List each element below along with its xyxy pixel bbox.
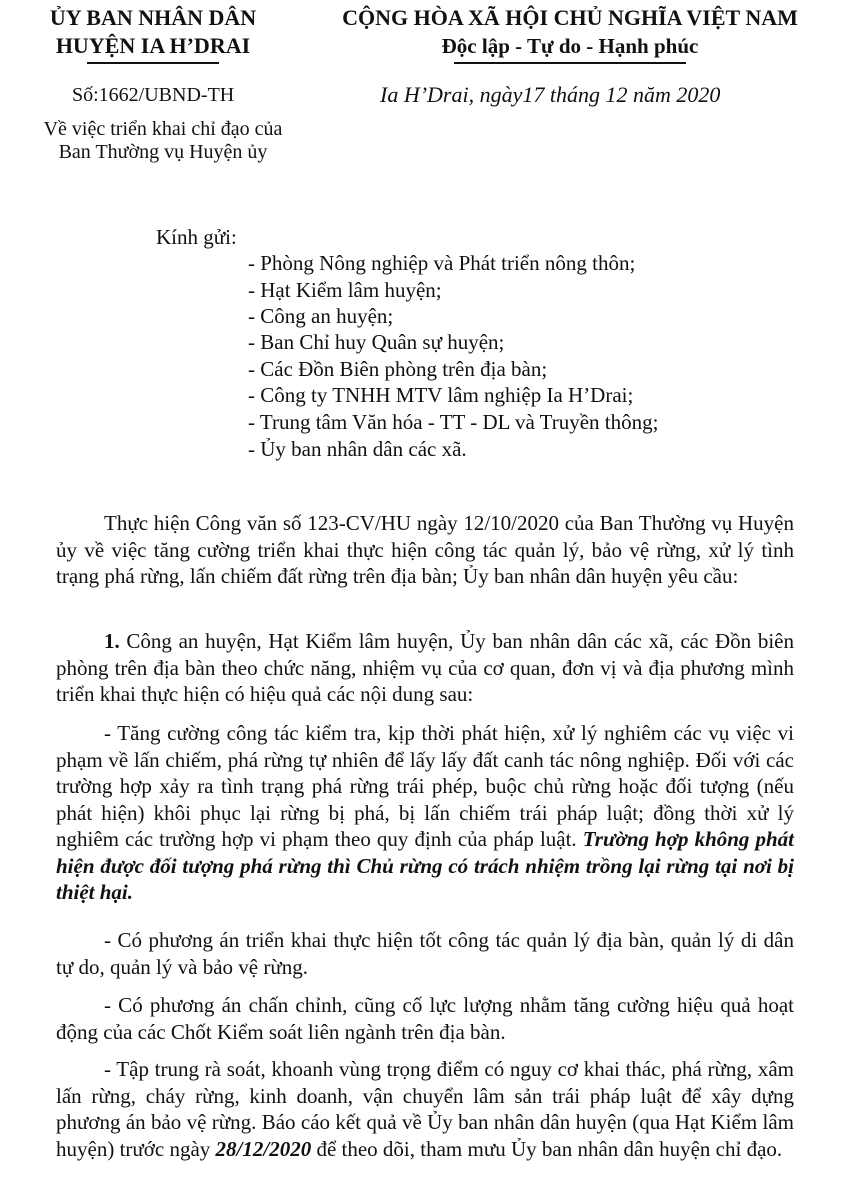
deadline-date: 28/12/2020 — [215, 1136, 312, 1161]
bullet-4-paragraph — [56, 1056, 794, 1162]
bullet-1-text: - Tăng cường công tác kiểm tra, kịp thời phát hiện, xử lý nghiêm các vụ việc vi phạm về lấn chiếm, phá rừng tự nhiên để lấy lấy đất canh tác nông nghiệp. Đối với các trường hợp xảy ra tình trạng phá rừng trái phép, buộc chủ rừng hoặc đối tượng (nếu phát hiện) khôi phục lại rừng bị phá, bị lấn chiếm trái pháp luật; đồng thời xử lý nghiêm các trường hợp vi phạm theo quy định của pháp luật. — [56, 721, 794, 851]
recipient-item: - Ban Chỉ huy Quân sự huyện; — [248, 330, 505, 354]
motto: Độc lập - Tự do - Hạnh phúc — [441, 34, 699, 58]
item-1-text: Công an huyện, Hạt Kiểm lâm huyện, Ủy ban nhân dân các xã, các Đồn biên phòng trên địa bàn theo chức năng, nhiệm vụ của cơ quan, đơn vị và địa phương mình triển khai thực hiện có hiệu quả các nội dung sau: — [56, 629, 794, 706]
recipient-item: - Các Đồn Biên phòng trên địa bàn; — [248, 357, 548, 381]
bullet-1-emphasis: Trường hợp không phát hiện được đối tượng phá rừng thì Chủ rừng có trách nhiệm trồng lại rừng tại nơi bị thiệt hại. — [56, 827, 794, 904]
motto-underline — [454, 62, 686, 64]
country-name: CỘNG HÒA XÃ HỘI CHỦ NGHĨA VIỆT NAM — [342, 5, 798, 30]
bullet-4-text-end: để theo dõi, tham mưu Ủy ban nhân dân huyện chỉ đạo. — [311, 1136, 783, 1161]
recipient-item: - Ủy ban nhân dân các xã. — [248, 437, 467, 461]
intro-paragraph: Thực hiện Công văn số 123-CV/HU ngày 12/10/2020 của Ban Thường vụ Huyện ủy về việc tăng cường triển khai thực hiện công tác quản lý, bảo vệ rừng, xử lý tình trạng phá rừng, lấn chiếm đất rừng trên địa bàn; Ủy ban nhân dân huyện yêu cầu: — [56, 511, 794, 588]
national-motto-block — [300, 4, 840, 64]
subject-line-1: Về việc triển khai chỉ đạo của — [43, 118, 283, 140]
agency-underline — [87, 62, 219, 64]
greeting: Kính gửi: — [156, 225, 237, 249]
issuing-agency-block — [28, 4, 278, 64]
bullet-3-paragraph: - Có phương án chấn chỉnh, cũng cố lực lượng nhằm tăng cường hiệu quả hoạt động của các Chốt Kiểm soát liên ngành trên địa bàn. — [56, 993, 794, 1044]
bullet-4-text: - Tập trung rà soát, khoanh vùng trọng điểm có nguy cơ khai thác, phá rừng, xâm lấn rừng, cháy rừng, kinh doanh, vận chuyển lâm sản trái pháp luật để xây dựng phương án bảo vệ rừng. Báo cáo kết quả về Ủy ban nhân dân huyện (qua Hạt Kiểm lâm huyện) trước ngày — [56, 1057, 794, 1161]
recipient-item: - Hạt Kiểm lâm huyện; — [248, 278, 442, 302]
document-number: Số:1662/UBND-TH — [72, 84, 235, 106]
recipient-item: - Phòng Nông nghiệp và Phát triển nông thôn; — [248, 251, 636, 275]
bullet-1-paragraph — [56, 720, 794, 906]
recipient-item: - Công ty TNHH MTV lâm nghiệp Ia H’Drai; — [248, 383, 634, 407]
item-1-number: 1. — [104, 629, 120, 653]
subject-line-2: Ban Thường vụ Huyện ủy — [58, 141, 268, 163]
place-date: Ia H’Drai, ngày17 tháng 12 năm 2020 — [380, 82, 721, 107]
recipient-item: - Trung tâm Văn hóa - TT - DL và Truyền thông; — [248, 410, 659, 434]
recipient-item: - Công an huyện; — [248, 304, 394, 328]
bullet-2-paragraph: - Có phương án triển khai thực hiện tốt công tác quản lý địa bàn, quản lý di dân tự do, quản lý và bảo vệ rừng. — [56, 928, 794, 979]
agency-name-line1: ỦY BAN NHÂN DÂN — [49, 5, 257, 30]
item-1-paragraph — [56, 628, 794, 708]
agency-name-line2: HUYỆN IA H’DRAI — [55, 33, 251, 58]
